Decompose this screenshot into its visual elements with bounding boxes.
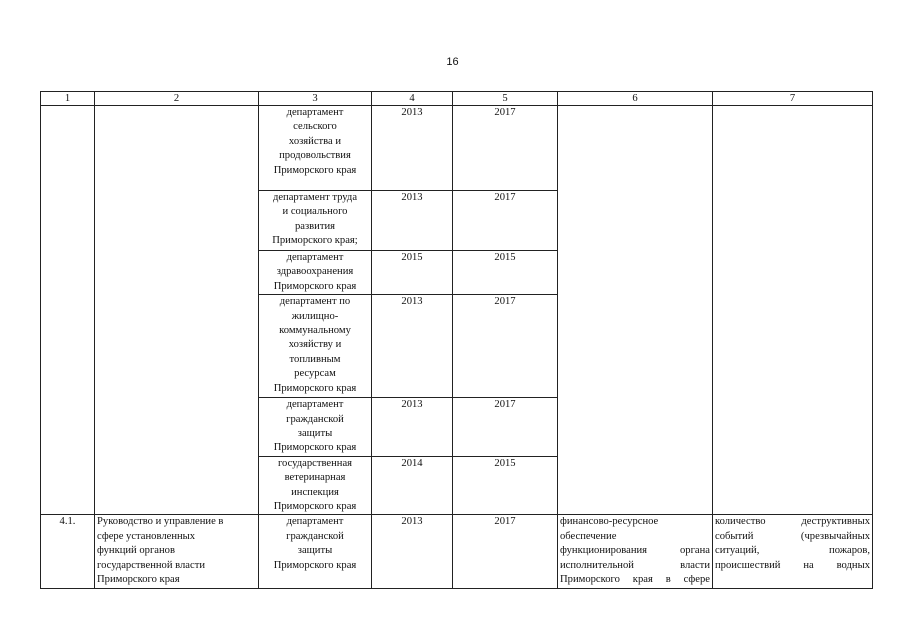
executor-cell [259,295,372,398]
indicator-cell-empty [713,106,873,515]
executor-line: Приморского края [273,280,357,292]
table-row [41,106,873,191]
executor-line: ветеринарная [284,472,346,484]
end-year-cell: 2017 [453,191,558,251]
end-year-cell: 2017 [453,295,558,398]
executor-cell [259,398,372,457]
result-line: функционирования органа [560,545,710,557]
executor-line: хозяйству и [288,339,342,351]
column-header-5: 5 [453,92,558,106]
program-table [40,91,873,589]
executor-line: топливным [289,353,341,365]
column-header-3: 3 [259,92,372,106]
end-year-cell: 2017 [453,515,558,589]
executor-line: департамент [286,516,344,528]
start-year-cell: 2014 [372,456,453,515]
column-number-row [41,92,873,106]
item-name-line: Руководство и управление в [97,516,224,528]
column-header-7: 7 [713,92,873,106]
executor-line: департамент [286,399,344,411]
column-header-6: 6 [558,92,713,106]
indicator-line: событий (чрезвычайных [715,530,870,542]
result-line: Приморского края в сфере [560,574,710,586]
executor-line: Приморского края [273,501,357,513]
end-year-cell: 2015 [453,456,558,515]
executor-line: развития [294,220,336,232]
result-line: финансово-ресурсное [560,516,659,528]
indicator-cell [713,515,873,589]
executor-line: Приморского края [273,164,357,176]
executor-cell [259,251,372,295]
page-number: 16 [446,56,459,68]
item-name-line: функций органов [97,545,175,557]
result-line: исполнительной власти [560,559,710,571]
executor-line: государственная [277,457,353,469]
indicator-line: ситуаций, пожаров, [715,545,870,557]
result-line: обеспечение [560,530,617,542]
end-year-cell: 2017 [453,106,558,191]
executor-cell [259,106,372,191]
executor-line: гражданской [286,530,344,542]
result-cell-empty [558,106,713,515]
executor-line: здравоохранения [276,266,354,278]
executor-line: ресурсам [294,368,336,380]
number-cell-empty [41,106,95,515]
item-name-line: государственной власти [97,559,206,571]
start-year-cell: 2013 [372,398,453,457]
executor-line: продовольствия [279,150,351,162]
executor-line: Приморского края [273,382,357,394]
executor-line: коммунальному [279,325,351,337]
end-year-cell: 2015 [453,251,558,295]
executor-line: департамент труда [272,192,358,203]
executor-line: защиты [297,545,333,557]
executor-line: департамент [286,107,344,118]
item-name-cell [95,515,259,589]
start-year-cell: 2013 [372,515,453,589]
name-cell-empty [95,106,259,515]
item-name-line: Приморского края [97,574,180,586]
executor-line: департамент [286,252,344,263]
column-header-1: 1 [41,92,95,106]
executor-line: Приморского края [273,442,357,454]
executor-line: департамент по [279,296,351,308]
executor-line: Приморского края [273,559,357,571]
executor-line: защиты [297,428,333,440]
executor-cell [259,456,372,515]
start-year-cell: 2013 [372,106,453,191]
start-year-cell: 2015 [372,251,453,295]
executor-line: и социального [282,206,348,218]
start-year-cell: 2013 [372,191,453,251]
executor-line: инспекция [291,486,339,498]
executor-cell [259,191,372,251]
column-header-2: 2 [95,92,259,106]
column-header-4: 4 [372,92,453,106]
item-number-cell: 4.1. [41,515,95,589]
executor-line: Приморского края; [272,235,358,247]
item-name-line: сфере установленных [97,530,196,542]
indicator-line: происшествий на водных [715,559,870,571]
executor-line: жилищно- [291,310,339,322]
executor-line: хозяйства и [288,135,342,147]
start-year-cell: 2013 [372,295,453,398]
end-year-cell: 2017 [453,398,558,457]
result-cell [558,515,713,589]
table-row [41,515,873,589]
indicator-line: количество деструктивных [715,516,870,528]
executor-line: сельского [293,121,337,133]
executor-line: гражданской [286,413,344,425]
executor-cell [259,515,372,589]
